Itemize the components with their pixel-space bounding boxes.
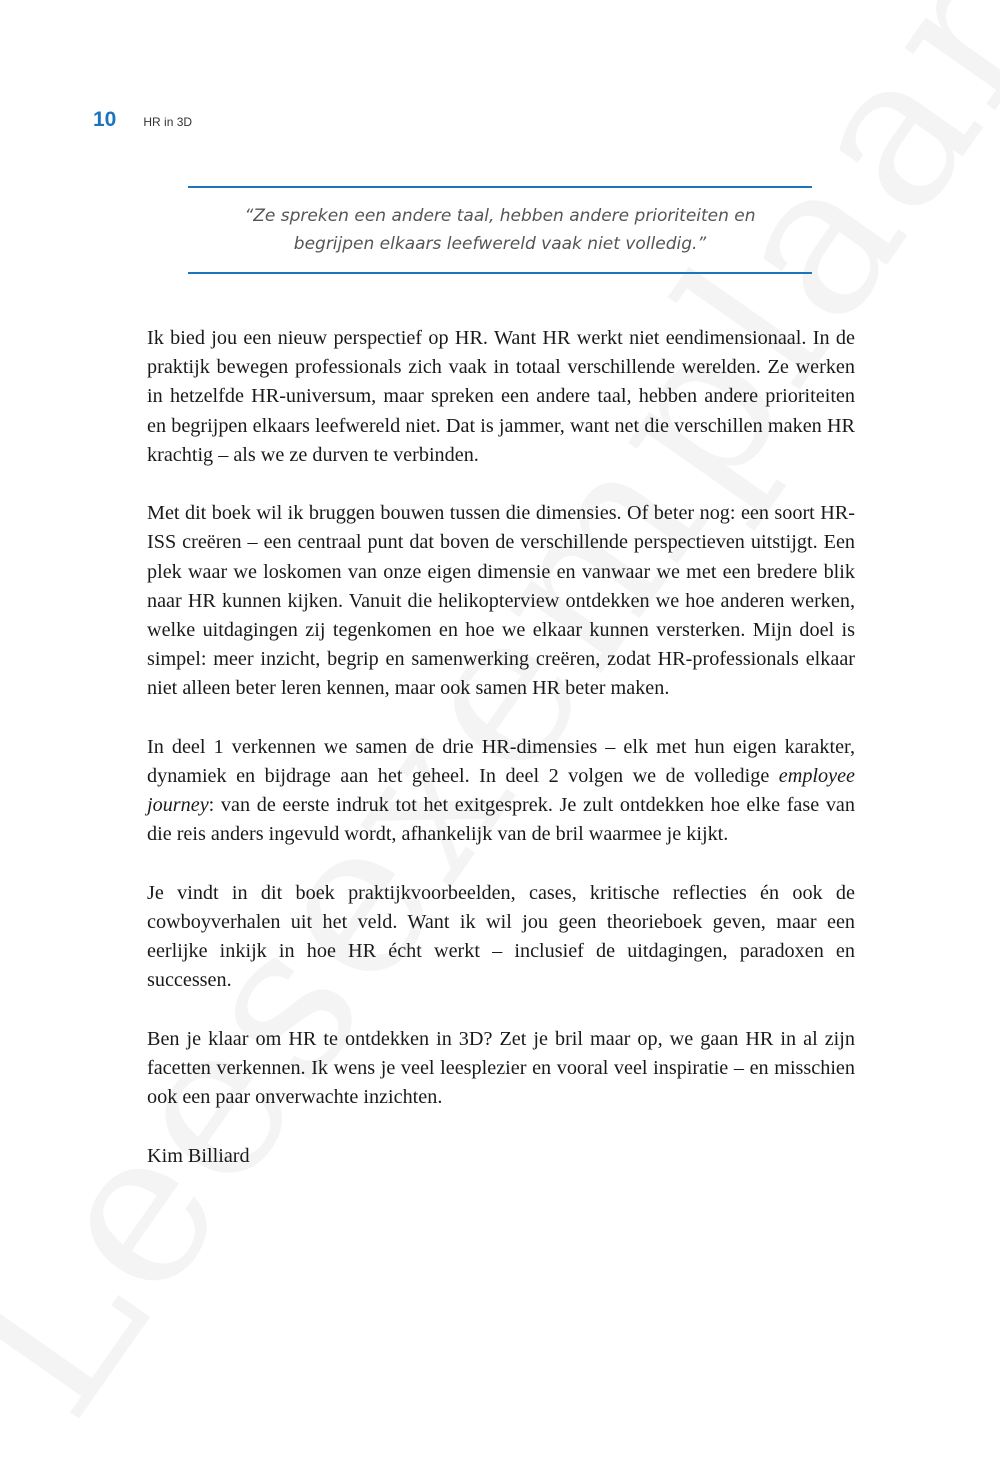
pull-quote-text	[244, 202, 755, 258]
paragraph-3	[147, 733, 855, 850]
page-number: 10	[93, 108, 117, 131]
book-title: HR in 3D	[143, 115, 193, 129]
pull-quote	[188, 186, 812, 274]
pull-quote-line-2: begrijpen elkaars leefwereld vaak niet volledig.”	[293, 234, 707, 254]
running-head	[93, 108, 192, 132]
paragraph-3-end: : van de eerste indruk tot het exitgesprek. Je zult ontdekken hoe elke fase van die reis anders ingevuld wordt, afhankelijk van de bril waarmee je kijkt.	[147, 794, 855, 846]
paragraph-1: Ik bied jou een nieuw perspectief op HR. Want HR werkt niet eendimensionaal. In de praktijk bewegen professionals zich vaak in totaal verschillende werelden. Ze werken in hetzelfde HR-universum, maar spreken een andere taal, hebben andere prioriteiten en begrijpen elkaars leefwereld niet. Dat is jammer, want net die verschillen maken HR krachtig – als we ze durven te verbinden.	[147, 327, 855, 466]
author-signature: Kim Billiard	[147, 1144, 250, 1167]
paragraph-5: Ben je klaar om HR te ontdekken in 3D? Zet je bril maar op, we gaan HR in al zijn facetten verkennen. Ik wens je veel leesplezier en vooral veel inspiratie – en misschien ook een paar onverwachte inzichten.	[147, 1027, 855, 1109]
paragraph-3-italic: employee journey	[147, 765, 855, 817]
paragraph-3-start: In deel 1 verkennen we samen de drie HR-dimensies – elk met hun eigen karakter, dynamiek en bijdrage aan het geheel. In deel 2 volgen we de volledige	[147, 735, 855, 788]
paragraph-4: Je vindt in dit boek praktijkvoorbeelden, cases, kritische reflecties én ook de cowboyverhalen uit het veld. Want ik wil jou geen theorieboek geven, maar een eerlijke inkijk in hoe HR écht werkt – inclusief de uitdagingen, paradoxen en successen.	[147, 881, 855, 992]
body-text	[147, 324, 855, 1200]
pull-quote-line-1: “Ze spreken een andere taal, hebben andere prioriteiten en	[244, 206, 756, 226]
paragraph-2: Met dit boek wil ik bruggen bouwen tussen die dimensies. Of beter nog: een soort HR-ISS creëren – een centraal punt dat boven de verschillende perspectieven uitstijgt. Een plek waar we loskomen van onze eigen dimensie en vanwaar we met een bredere blik naar HR kunnen kijken. Vanuit die helikopterview ontdekken we hoe anderen werken, welke uitdagingen zij tegenkomen en hoe we elkaar kunnen versterken. Mijn doel is simpel: meer inzicht, begrip en samenwerking creëren, zodat HR-professionals elkaar niet alleen beter leren kennen, maar ook samen HR beter maken.	[147, 502, 855, 700]
